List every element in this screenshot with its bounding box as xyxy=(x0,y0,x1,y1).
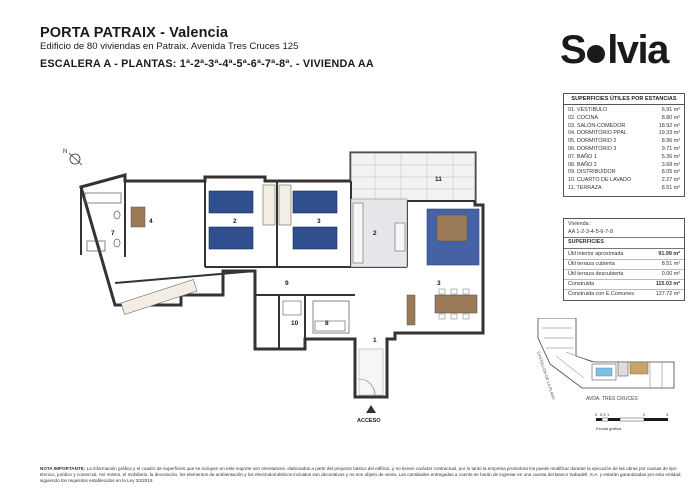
summary-row-name: Construida con E.Comunes xyxy=(568,291,634,298)
vivienda-value: AA 1-2-3-4-5-6-7-8 xyxy=(568,228,613,235)
room-surface-row xyxy=(564,185,684,193)
room-label-bathroom-2: 8 xyxy=(325,320,329,327)
legal-note xyxy=(40,466,690,485)
room-surface-name: 10. CUARTO DE LAVADO xyxy=(568,177,632,184)
bedroom-2-wardrobe xyxy=(263,185,275,225)
room-surface-value: 8.51 m² xyxy=(661,184,680,191)
room-surface-value: 8.96 m² xyxy=(661,138,680,145)
access-label: ACCESO xyxy=(357,418,381,424)
summary-row xyxy=(564,290,684,299)
room-label-distributor: 9 xyxy=(285,280,289,287)
bedroom-2-bed-a xyxy=(209,191,253,213)
map-street-label: AVDA. TRES CRUCES xyxy=(586,396,638,402)
summary-heading: SUPERFICIES xyxy=(568,239,604,245)
room-surface-value: 3.68 m² xyxy=(661,161,680,168)
summary-row-value: 8.51 m² xyxy=(661,260,680,267)
room-surface-name: 07. BAÑO 1 xyxy=(568,153,597,160)
scale-label: Escala gráfica xyxy=(596,426,622,431)
summary-row xyxy=(564,270,684,280)
room-surface-name: 03. SALÓN-COMEDOR xyxy=(568,122,626,129)
room-label-kitchen: 2 xyxy=(373,230,377,237)
room-surface-row xyxy=(564,107,684,115)
room-surface-value: 18.92 m² xyxy=(658,122,680,129)
summary-row-value: 115.03 m² xyxy=(655,281,680,288)
access-arrow-icon xyxy=(366,405,376,413)
summary-row xyxy=(564,280,684,290)
room-surface-row xyxy=(564,138,684,146)
header xyxy=(40,25,460,71)
interior-walls xyxy=(81,181,475,349)
summary-row-name: Útil interior aproximada xyxy=(568,250,624,257)
room-surface-value: 8.05 m² xyxy=(661,169,680,176)
room-surface-value: 9.71 m² xyxy=(661,145,680,152)
summary-divider xyxy=(564,237,684,238)
room-surface-row xyxy=(564,115,684,123)
summary-row xyxy=(564,260,684,270)
room-surface-value: 8.80 m² xyxy=(661,114,680,121)
main-bedroom-wardrobe xyxy=(121,280,197,315)
room-label-vestibule: 1 xyxy=(373,337,377,344)
bathroom-2-basin xyxy=(315,321,345,331)
summary-row-value: 91.99 m² xyxy=(658,250,680,257)
north-label: N xyxy=(63,149,68,155)
summary-table xyxy=(563,218,685,301)
room-surface-value: 6.91 m² xyxy=(661,107,680,113)
room-surface-name: 06. DORMITORIO 3 xyxy=(568,145,617,152)
vestibule-floor xyxy=(359,349,383,395)
room-label-bedroom-2: 2 xyxy=(233,218,237,225)
room-label-living: 3 xyxy=(437,280,441,287)
summary-row xyxy=(564,250,684,260)
logo-dot-icon xyxy=(587,45,605,63)
room-label-bathroom-1: 7 xyxy=(111,230,115,237)
room-surface-name: 01. VESTIBULO xyxy=(568,107,608,113)
room-surface-name: 11. TERRAZA xyxy=(568,184,602,191)
room-surfaces-table xyxy=(563,93,685,197)
map-pool xyxy=(596,368,612,376)
room-surfaces-list xyxy=(564,105,684,196)
living-coffee-table xyxy=(437,215,467,241)
summary-rows xyxy=(564,250,684,300)
room-label-laundry: 10 xyxy=(291,320,299,327)
project-subtitle: Edificio de 80 viviendas en Patraix. Avenida Tres Cruces 125 xyxy=(40,41,299,52)
summary-divider xyxy=(564,248,684,249)
room-surface-row xyxy=(564,130,684,138)
project-title: PORTA PATRAIX - Valencia xyxy=(40,25,228,41)
scale-tick: 0.5 xyxy=(600,412,606,417)
vivienda-label: Vivienda : xyxy=(568,221,592,227)
room-surface-name: 05. DORMITORIO 2 xyxy=(568,138,617,145)
scale-ticks xyxy=(595,412,669,417)
legal-note-label: NOTA IMPORTANTE: xyxy=(40,466,86,471)
room-surface-name: 02. COCINA xyxy=(568,114,598,121)
scale-bar xyxy=(596,418,668,421)
room-surface-row xyxy=(564,123,684,131)
legal-note-text: La información gráfica y el cuadro de superficies que se incluyen en este soporte son orientativos, elaborados a partir del proyecto básico del edificio, y no tienen carácter contractual, por lo tanto la empresa promotora los puede modificar durante la ejecución de las obras por causas de tipo técnico, jurídico y comercial. Así mismo, el mobiliario, la decoración, los elementos de ambientación y los electrodomésticos incluidos son decorativos y no son objeto de venta. Las cantidades entregadas a cuenta se harán de ingresar en una cuenta del Banco Sabadell, S.A. y estarán garantizadas por esta entidad, siguiendo los requisitos establecidos en la Ley 20/2015. xyxy=(40,466,682,484)
kitchen-appliances xyxy=(395,223,405,251)
laundry-machine xyxy=(283,301,301,315)
summary-row-name: Útil terraza cubierta xyxy=(568,260,615,267)
room-label-main-bedroom: 4 xyxy=(149,218,153,225)
room-surface-row xyxy=(564,154,684,162)
room-label-terrace: 11 xyxy=(435,176,442,183)
room-surfaces-heading: SUPERFICIES ÚTILES POR ESTANCIAS xyxy=(564,94,684,105)
location-map xyxy=(532,318,682,446)
kitchen-counter xyxy=(353,203,363,263)
floor-plan xyxy=(55,145,495,425)
map-core xyxy=(618,362,628,376)
living-sideboard xyxy=(407,295,415,325)
room-surface-name: 08. BAÑO 2 xyxy=(568,161,597,168)
room-surface-value: 5.36 m² xyxy=(661,153,680,160)
room-label-bedroom-3: 3 xyxy=(317,218,321,225)
room-surface-value: 19.33 m² xyxy=(658,130,680,137)
bedroom-3-wardrobe xyxy=(279,185,291,225)
room-surface-row xyxy=(564,169,684,177)
scale-tick: 0 xyxy=(595,412,598,417)
main-bedroom-nightstand xyxy=(131,207,145,227)
room-surface-name: 04. DORMITORIO PPAL xyxy=(568,130,627,137)
north-arrow-icon xyxy=(63,149,82,165)
room-surface-row xyxy=(564,146,684,154)
stair-floors-heading: ESCALERA A - PLANTAS: 1ª-2ª-3ª-4ª-5ª-6ª-7ª-8ª. - VIVIENDA AA xyxy=(40,58,374,70)
scale-tick: 2 xyxy=(643,412,646,417)
room-surface-value: 2.27 m² xyxy=(661,177,680,184)
bedroom-2-bed-b xyxy=(209,227,253,249)
summary-row-name: Útil terraza descubierta xyxy=(568,270,624,277)
room-surface-row xyxy=(564,177,684,185)
summary-row-name: Construida xyxy=(568,281,595,288)
solvia-logo xyxy=(560,28,685,72)
map-side-street-label: CASTELLÓN DE LA PLANA xyxy=(536,350,557,401)
dining-table xyxy=(435,295,477,313)
summary-row-value: 0.00 m² xyxy=(661,270,680,277)
logo-text-after: lvia xyxy=(607,28,668,72)
bedroom-3-bed-a xyxy=(293,191,337,213)
summary-row-value: 127.72 m² xyxy=(655,291,680,298)
map-dwelling-highlight xyxy=(630,362,648,374)
logo-text-before: S xyxy=(560,28,586,72)
bathroom-2-shower xyxy=(313,301,349,333)
bedroom-3-bed-b xyxy=(293,227,337,249)
room-surface-row xyxy=(564,162,684,170)
room-surface-name: 09. DISTRIBUIDOR xyxy=(568,169,616,176)
scale-tick: 1 xyxy=(607,412,610,417)
scale-tick: 3 xyxy=(666,412,669,417)
